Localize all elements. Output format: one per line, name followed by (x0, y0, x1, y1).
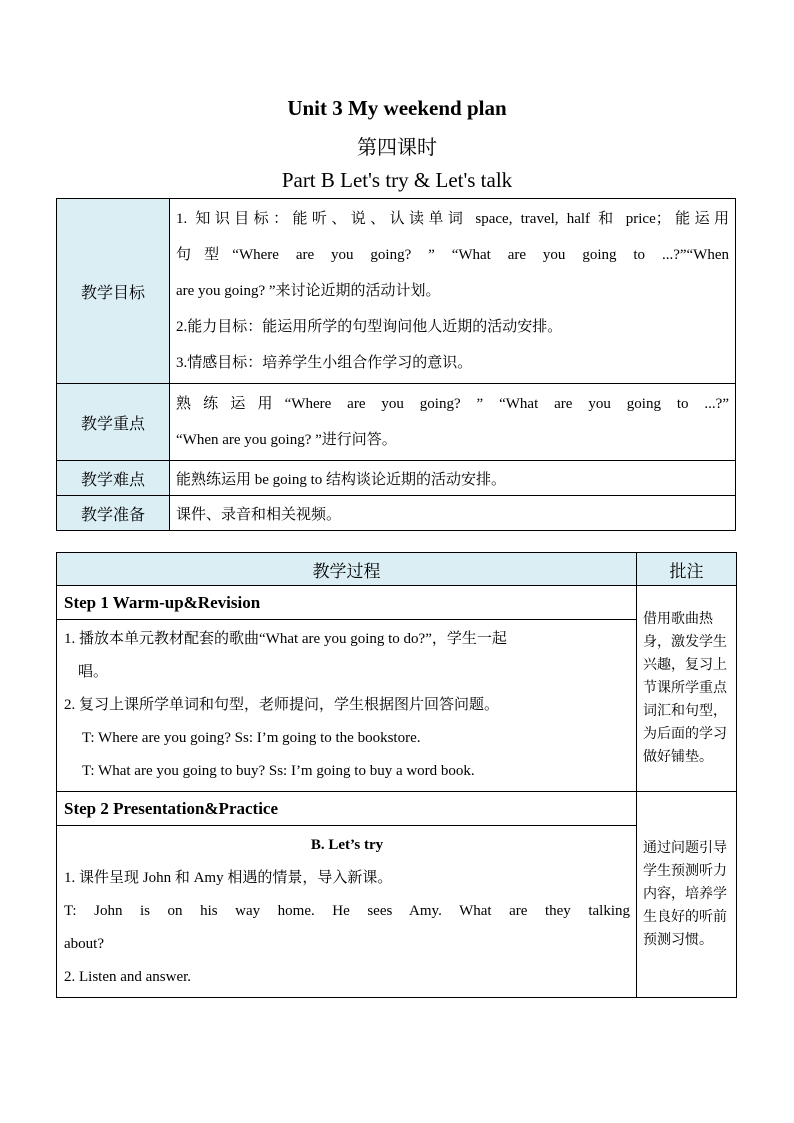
lesson-number: 第四课时 (357, 135, 437, 159)
key-points-content (170, 384, 736, 461)
objectives-line: 句型“Where are you going? ” “What are you going to ...?”“When (176, 247, 729, 263)
objectives-line: 3.情感目标：培养学生小组合作学习的意识。 (176, 355, 473, 371)
key-points-line: 熟练运用“Where are you going? ” “What are you going to ...?” (176, 396, 729, 412)
step2-content (57, 826, 637, 998)
difficulties-row (57, 461, 736, 496)
step2-line: about? (64, 936, 104, 952)
step1-line: 2. 复习上课所学单词和句型，老师提问，学生根据图片回答问题。 (64, 697, 500, 713)
lesson-part: Part B Let's try & Let's talk (281, 168, 513, 192)
step1-note: 借用歌曲热身，激发学生兴趣，复习上节课所学重点词汇和句型，为后面的学习做好铺垫。 (637, 586, 737, 792)
step1-title: Step 1 Warm-up&Revision (57, 586, 637, 620)
step1-content (57, 620, 637, 792)
document-title: Unit 3 My weekend plan (287, 96, 507, 120)
key-points-label: 教学重点 (57, 384, 170, 461)
step1-line: 1. 播放本单元教材配套的歌曲“What are you going to do?”，学生一起 (64, 631, 507, 647)
difficulties-label: 教学难点 (57, 461, 170, 496)
step1-line: 唱。 (78, 664, 109, 680)
key-points-line: “When are you going? ”进行问答。 (176, 432, 397, 448)
process-header-row (57, 553, 737, 586)
preparation-content: 课件、录音和相关视频。 (170, 496, 736, 531)
step2-subheading: B. Let’s try (310, 837, 384, 853)
notes-header: 批注 (637, 553, 737, 586)
objectives-line: 1. 知识目标：能听、说、认读单词 space, travel, half 和 price；能运用 (176, 211, 729, 227)
dialogue-line: T: What are you going to buy? Ss: I’m going to buy a word book. (82, 763, 475, 779)
objectives-table (56, 198, 736, 531)
process-table (56, 552, 737, 998)
objectives-content (170, 199, 736, 384)
step2-line: T: John is on his way home. He sees Amy. What are they talking (64, 903, 630, 919)
dialogue-line: T: Where are you going? Ss: I’m going to the bookstore. (82, 730, 421, 746)
step2-content-row (57, 826, 737, 998)
step2-line: 2. Listen and answer. (64, 969, 192, 985)
process-header: 教学过程 (57, 553, 637, 586)
objectives-label: 教学目标 (57, 199, 170, 384)
objectives-row (57, 199, 736, 384)
step1-title-row (57, 586, 737, 620)
step1-content-row (57, 620, 737, 792)
objectives-line: 2.能力目标：能运用所学的句型询问他人近期的活动安排。 (176, 319, 563, 335)
step2-title-row (57, 792, 737, 826)
step2-note: 通过问题引导学生预测听力内容，培养学生良好的听前预测习惯。 (637, 792, 737, 998)
objectives-line: are you going? ”来讨论近期的活动计划。 (176, 283, 441, 299)
step2-title: Step 2 Presentation&Practice (57, 792, 637, 826)
preparation-label: 教学准备 (57, 496, 170, 531)
preparation-row (57, 496, 736, 531)
key-points-row (57, 384, 736, 461)
step2-line: 1. 课件呈现 John 和 Amy 相遇的情景，导入新课。 (64, 870, 393, 886)
difficulties-content: 能熟练运用 be going to 结构谈论近期的活动安排。 (170, 461, 736, 496)
